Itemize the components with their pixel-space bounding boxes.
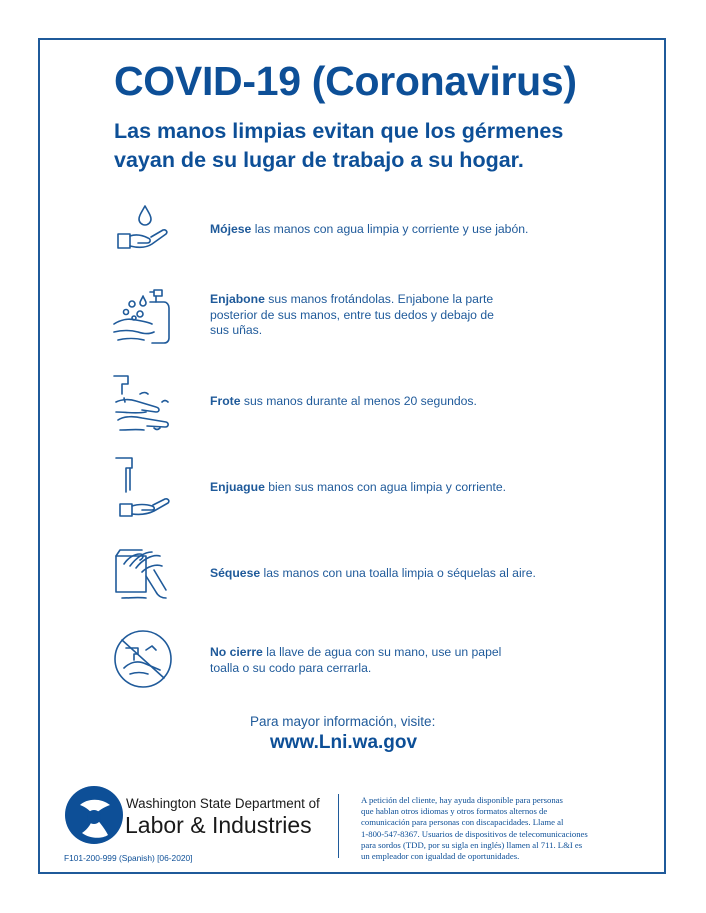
step-keyword: Enjuague: [210, 480, 265, 494]
more-info-text: Para mayor información, visite:: [250, 714, 436, 729]
subtitle-line: Las manos limpias evitan que los gérmenes: [114, 119, 564, 143]
step-line: bien sus manos con agua limpia y corriente.: [264, 480, 507, 494]
footer-divider: [338, 794, 339, 858]
step-lather: [110, 284, 630, 354]
lni-logo-icon: [64, 785, 124, 845]
step-text: [210, 566, 540, 582]
soap-dispenser-icon: [110, 284, 176, 350]
water-drop-hand-icon: [110, 198, 176, 264]
notice-line: A petición del cliente, hay ayuda disponible para personas: [361, 795, 563, 805]
step-no-touch-faucet: [110, 628, 630, 698]
step-keyword: No cierre: [210, 645, 263, 659]
step-line: la llave de agua con su mano, use un papel: [262, 645, 502, 659]
step-keyword: Frote: [210, 394, 241, 408]
subtitle-line: vayan de su lugar de trabajo a su hogar.: [114, 148, 524, 172]
step-line: posterior de sus manos, entre tus dedos y debajo de: [210, 307, 494, 322]
step-line: sus manos durante al menos 20 segundos.: [240, 394, 477, 408]
step-text: [210, 645, 540, 676]
step-wet-hands: [110, 198, 630, 268]
step-line: sus manos frotándolas. Enjabone la parte: [264, 292, 494, 306]
step-scrub: [110, 372, 630, 442]
step-text: [210, 480, 540, 496]
step-line: sus uñas.: [210, 323, 263, 337]
step-keyword: Enjabone: [210, 292, 265, 306]
rubbing-hands-icon: [110, 372, 176, 438]
step-line: toalla o su codo para cerrarla.: [210, 660, 372, 675]
notice-line: para sordos (TDD, por su sigla en inglés) llamen al 711. L&I es: [361, 839, 583, 850]
no-touch-faucet-icon: [110, 628, 176, 694]
step-rinse: [110, 456, 630, 526]
website-link[interactable]: www.Lni.wa.gov: [270, 732, 418, 753]
notice-line: que hablan otros idiomas y otros formatos alternos de: [361, 806, 548, 817]
notice-line: comunicación para personas con discapacidades. Llame al: [361, 817, 564, 828]
page-subtitle: [114, 117, 634, 175]
agency-name-line1: Washington State Department of: [126, 796, 320, 811]
step-text: [210, 292, 540, 339]
notice-line: 1-800-547-8367. Usuarios de dispositivos de telecomunicaciones: [361, 828, 588, 839]
step-keyword: Séquese: [210, 566, 261, 580]
towel-dry-icon: [110, 542, 176, 608]
page-title: COVID-19 (Coronavirus): [114, 58, 577, 104]
step-keyword: Mójese: [210, 222, 252, 236]
step-line: las manos con una toalla limpia o séquelas al aire.: [260, 566, 536, 580]
step-text: [210, 222, 540, 238]
form-code: F101-200-999 (Spanish) [06-2020]: [64, 853, 193, 863]
agency-name-line2: Labor & Industries: [125, 812, 312, 838]
faucet-rinse-icon: [110, 456, 176, 522]
accessibility-notice: [361, 795, 651, 862]
step-text: [210, 394, 540, 410]
notice-line: un empleador con igualdad de oportunidades.: [361, 851, 520, 862]
step-line: las manos con agua limpia y corriente y use jabón.: [251, 222, 529, 236]
step-dry: [110, 542, 630, 612]
